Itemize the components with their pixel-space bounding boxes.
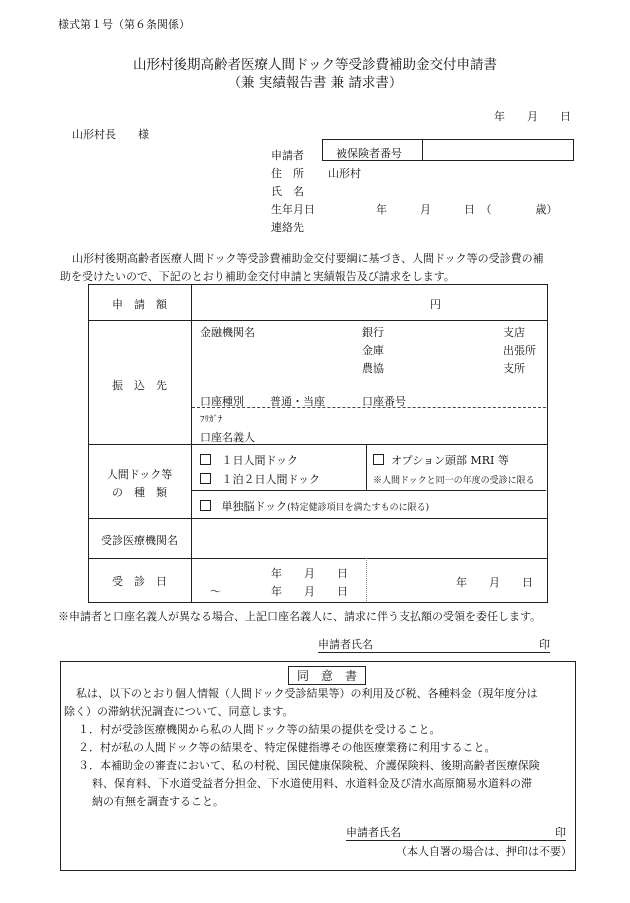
applicant-signature-label: 申請者氏名 [318, 638, 373, 651]
delegation-note: ※申請者と口座名義人が異なる場合、上記口座名義人に、請求に伴う支払額の受領を委任します。 [58, 610, 542, 623]
dock-option-2-label: １泊２日人間ドック [221, 473, 321, 486]
dock-option-1[interactable] [200, 452, 298, 468]
dock-option-2[interactable] [200, 471, 320, 487]
addressee: 山形村長 様 [72, 128, 149, 141]
amount-unit[interactable]: 円 [430, 298, 441, 311]
bank-type-nokyo[interactable]: 農協 [362, 362, 384, 375]
consent-item-1: １．村が受診医療機関から私の人間ドック等の結果の提供を受けること。 [78, 723, 441, 736]
exam-date-end[interactable]: 年 月 日 [271, 585, 348, 598]
dock-option-1-label: １日人間ドック [221, 454, 299, 467]
option-mri-note: ※人間ドックと同一の年度の受診に限る [373, 476, 535, 486]
exam-date-single[interactable]: 年 月 日 [456, 576, 533, 589]
consent-text-1: 私は、以下のとおり個人情報（人間ドック受診結果等）の利用及び税、各種料金（現年度分は [76, 687, 538, 700]
option-mri[interactable] [373, 452, 509, 468]
name-label: 氏 名 [271, 185, 304, 198]
intro-text-2: 助を受けたいので、下記のとおり補助金交付申請と実績報告及び請求をします。 [60, 270, 455, 283]
birth-date-field[interactable]: 年 月 日 （ 歳） [376, 203, 558, 216]
dock-type-label-1: 人間ドック等 [106, 468, 173, 481]
consent-text-2: 除く）の滞納状況調査について、同意します。 [64, 705, 294, 718]
brain-dock-note: (特定健診項目を満たすものに限る) [287, 503, 430, 513]
form-number: 様式第１号（第６条関係） [58, 18, 190, 31]
checkbox-icon[interactable] [200, 454, 211, 465]
address-label: 住 所 [271, 167, 304, 180]
exam-date-label: 受 診 日 [112, 575, 167, 588]
exam-date-tilde: ～ [210, 585, 221, 598]
consent-note: （本人自署の場合は、押印は不要） [396, 845, 572, 858]
exam-date-start[interactable]: 年 月 日 [271, 567, 348, 580]
amount-label: 申 請 額 [112, 298, 167, 311]
applicant-label: 申請者 [271, 149, 304, 162]
bank-type-shinkin[interactable]: 金庫 [362, 344, 384, 357]
bank-type-bank[interactable]: 銀行 [362, 326, 384, 339]
consent-signature-line[interactable] [346, 824, 566, 841]
birth-label: 生年月日 [271, 203, 315, 216]
consent-item-2: ２．村が私の人間ドック等の結果を、特定保健指導その他医療業務に利用すること。 [78, 741, 496, 754]
option-mri-label: オプション頭部 MRI 等 [391, 454, 509, 467]
branch-type-branch[interactable]: 支店 [503, 326, 525, 339]
consent-item-3c: 納の有無を調査すること。 [92, 795, 224, 808]
institution-label: 受診医療機関名 [101, 534, 178, 547]
transfer-label: 振 込 先 [112, 379, 167, 392]
form-title: 山形村後期高齢者医療人間ドック等受診費補助金交付申請書 [133, 57, 497, 73]
application-date[interactable]: 年 月 日 [494, 110, 571, 123]
address-value[interactable]: 山形村 [328, 167, 361, 180]
furigana-label: ﾌﾘｶﾞﾅ [200, 415, 223, 425]
consent-seal-mark: 印 [555, 826, 566, 839]
applicant-signature-line[interactable] [318, 636, 550, 653]
form-subtitle: （兼 実績報告書 兼 請求書） [227, 75, 403, 91]
consent-item-3a: ３．本補助金の審査において、私の村税、国民健康保険税、介護保険料、後期高齢者医療保険 [78, 759, 540, 772]
intro-text-1: 山形村後期高齢者医療人間ドック等受診費補助金交付要綱に基づき、人間ドック等の受診費の補 [72, 252, 544, 265]
consent-signature-label: 申請者氏名 [346, 826, 401, 839]
dock-type-label-2: の 種 類 [112, 486, 167, 499]
account-type-label: 口座種別 [200, 395, 244, 408]
contact-label: 連絡先 [271, 221, 304, 234]
bank-name-label: 金融機関名 [200, 326, 255, 339]
consent-title: 同 意 書 [288, 666, 366, 685]
brain-dock-option[interactable] [200, 498, 429, 514]
consent-item-3b: 料、保育料、下水道受益者分担金、下水道使用料、水道料金及び清水高原簡易水道料の滞 [92, 777, 532, 790]
account-number-label: 口座番号 [362, 395, 406, 408]
checkbox-icon[interactable] [373, 454, 384, 465]
branch-type-sub[interactable]: 支所 [503, 362, 525, 375]
checkbox-icon[interactable] [200, 473, 211, 484]
brain-dock-label: 単独脳ドック [221, 500, 288, 513]
checkbox-icon[interactable] [200, 500, 211, 511]
account-holder-label: 口座名義人 [200, 431, 255, 444]
insured-number-label: 被保険者番号 [336, 147, 402, 160]
branch-type-office[interactable]: 出張所 [503, 344, 536, 357]
account-type-value[interactable]: 普通・当座 [270, 395, 325, 408]
seal-mark: 印 [539, 638, 550, 651]
